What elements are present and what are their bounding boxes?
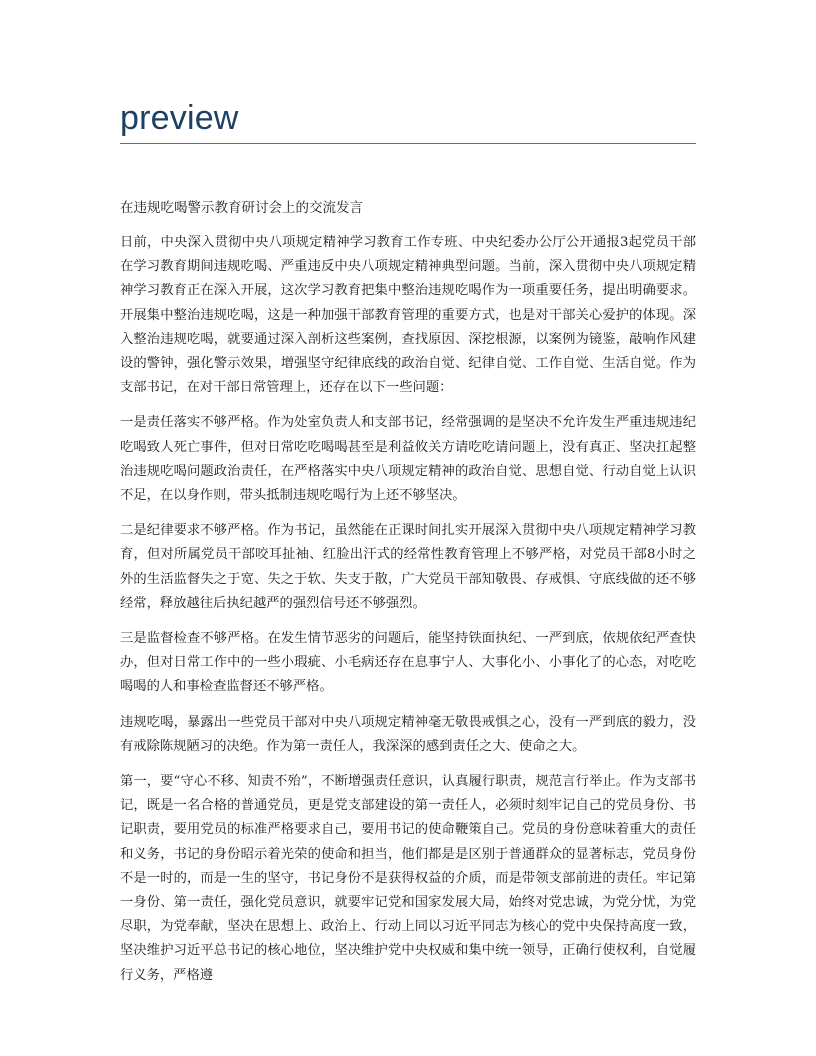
paragraph-issue-3: 三是监督检查不够严格。在发生情节恶劣的问题后，能坚持铁面执纪、一严到底，依规依纪严查快办，但对日常工作中的一些小瑕疵、小毛病还存在息事宁人、大事化小、小事化了的心态，对吃吃喝喝的人和事检查监督还不够严格。	[120, 631, 696, 695]
paragraph-issue-1: 一是责任落实不够严格。作为处室负责人和支部书记，经常强调的是坚决不允许发生严重违规违纪吃喝致人死亡事件，但对日常吃吃喝喝甚至是利益攸关方请吃吃请问题上，没有真正、坚决扛起整治违规吃喝问题政治责任，在严格落实中央八项规定精神的政治自觉、思想自觉、行动自觉上认识不足，在以身作则，带头抵制违规吃喝行为上还不够坚决。	[120, 415, 696, 504]
title-divider	[120, 143, 696, 144]
paragraph-issue-2: 二是纪律要求不够严格。作为书记，虽然能在正课时间扎实开展深入贯彻中央八项规定精神学习教育，但对所属党员干部咬耳扯袖、红脸出汗式的经常性教育管理上不够严格，对党员干部8小时之外的生活监督失之于宽、失之于软、失支于散，广大党员干部知敬畏、存戒惧、守底线做的还不够经常，释放越往后执纪越严的强烈信号还不够强烈。	[120, 523, 696, 611]
paragraph-reflection: 违规吃喝，暴露出一些党员干部对中央八项规定精神毫无敬畏戒惧之心，没有一严到底的毅力，没有戒除陈规陋习的决绝。作为第一责任人，我深深的感到责任之大、使命之大。	[120, 714, 696, 754]
document-body	[120, 196, 696, 999]
document-title: preview	[120, 99, 239, 137]
paragraph-intro: 日前，中央深入贯彻中央八项规定精神学习教育工作专班、中央纪委办公厅公开通报3起党员干部在学习教育期间违规吃喝、严重违反中央八项规定精神典型问题。当前，深入贯彻中央八项规定精神学习教育正在深入开展，这次学习教育把集中整治违规吃喝作为一项重要任务，提出明确要求。开展集中整治违规吃喝，这是一种加强干部教育管理的重要方式，也是对干部关心爱护的体现。深入整治违规吃喝，就要通过深入剖析这些案例，查找原因、深挖根源，以案例为镜鉴，敲响作风建设的警钟，强化警示效果，增强坚守纪律底线的政治自觉、纪律自觉、工作自觉、生活自觉。作为支部书记，在对干部日常管理上，还存在以下一些问题：	[120, 235, 696, 396]
paragraph-point-1: 第一，要“守心不移、知责不殆”，不断增强责任意识，认真履行职责，规范言行举止。作为支部书记，既是一名合格的普通党员，更是党支部建设的第一责任人，必须时刻牢记自己的党员身份、书记职责，要用党员的标准严格要求自己，要用书记的使命鞭策自己。党员的身份意味着重大的责任和义务，书记的身份昭示着光荣的使命和担当，他们都是是区别于普通群众的显著标志，党员身份不是一时的，而是一生的坚守，书记身份不是获得权益的介质，而是带领支部前进的责任。牢记第一身份、第一责任，强化党员意识，就要牢记党和国家发展大局，始终对党忠诚，为党分忧，为党尽职，为党奉献，坚决在思想上、政治上、行动上同以习近平同志为核心的党中央保持高度一致，坚决维护习近平总书记的核心地位，坚决维护党中央权威和集中统一领导，正确行使权利，自觉履行义务，严格遵	[120, 774, 696, 983]
document-subtitle: 在违规吃喝警示教育研讨会上的交流发言	[120, 200, 363, 216]
